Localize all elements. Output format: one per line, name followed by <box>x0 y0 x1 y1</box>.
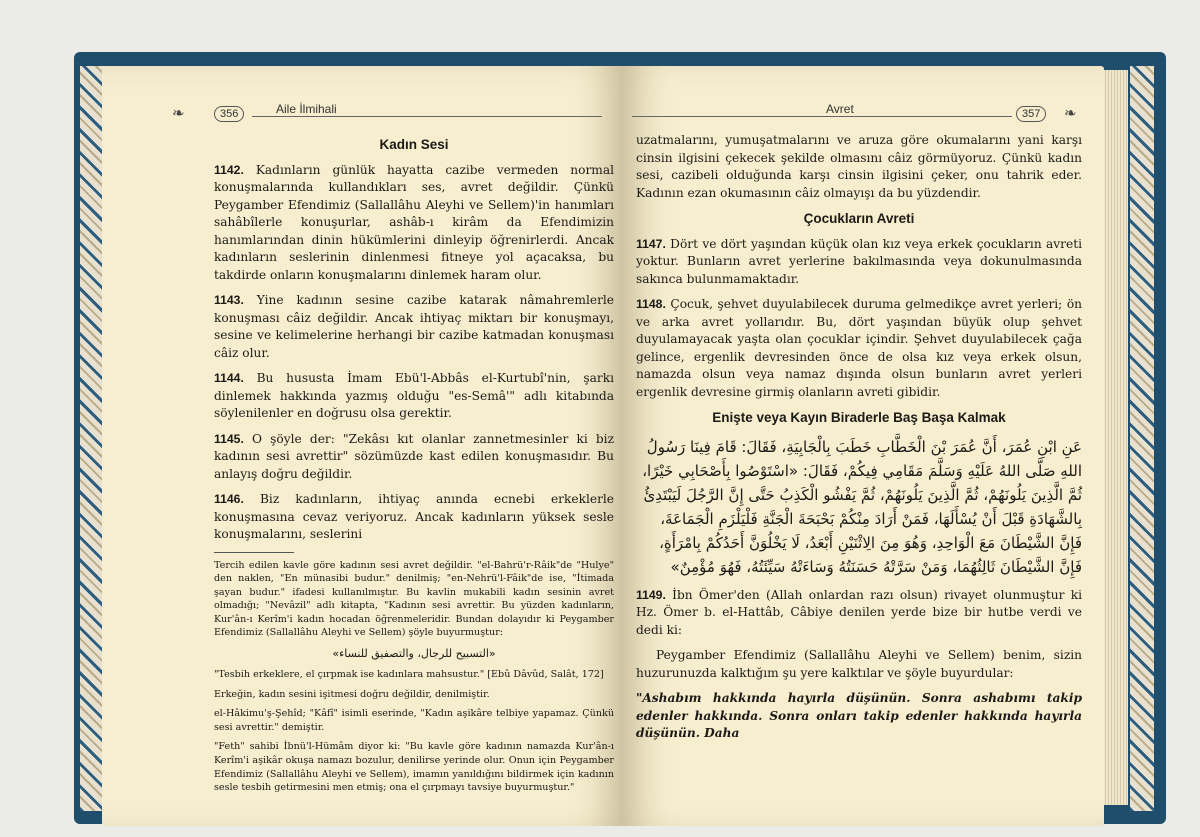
header-rule <box>632 116 1012 117</box>
footnote-separator <box>214 552 294 553</box>
right-page-header <box>632 102 1087 130</box>
ornament-icon: ❧ <box>1064 105 1077 122</box>
section-heading-children: Çocukların Avreti <box>803 211 915 226</box>
right-page <box>622 66 1104 826</box>
footnote-4: el-Hâkimu'ş-Şehîd; "Kâfî" isimli eserinde, "Kadın aşikâre telbiye yapamaz. Çünkü sesi avrettir." demiştir. <box>214 708 614 733</box>
left-page <box>102 66 622 826</box>
section-heading: Kadın Sesi <box>379 137 449 152</box>
paragraph-1145: 1145. O şöyle der: "Zekâsı kıt olanlar zannetmesinler ki biz kadının sesi avrettir" sözümüzde kast edilen konuşmasıdır. Bu anlayış doğru değildir. <box>214 431 614 481</box>
paragraph-1142: 1142. Kadınların günlük hayatta cazibe vermeden normal konuşmalarında kullandıkları ses, avret değildir. Çünkü Peygamber Efendimiz (Sallallâhu Aleyhi ve Sellem)'in hanımları sahâbîlerle konuşurlar, ashâb-ı kirâm da Efendimizin hanımlarından dinin hükümlerini dinleyip öğrenirlerdi. Ancak kadınların seslerinin dinlenmesi fitneye yol açacaksa, bu takdirde onların konuşmalarını dinlemek haram olur. <box>214 162 615 282</box>
paragraph-1148: 1148. Çocuk, şehvet duyulabilecek duruma gelmedikçe avret yerleri; ön ve arka avret yollarıdır. Bu, dört yaşından büyük olup şehvet duyulamayacak yaşta olan çocuklar içindir. Şehvet duyulabilecek çağa gelince, ergenlik devresinden önce de olsa kız veya erkek olsun, namazda olsun veya namaz dışında olsun bunların avret yerleri ergenlik devresine girmiş olanların avreti gibidir. <box>636 297 1083 399</box>
cover-pattern-right <box>1130 66 1154 811</box>
right-text-block <box>636 132 1082 751</box>
paragraph-prophet: Peygamber Efendimiz (Sallallâhu Aleyhi ve Sellem) benim, sizin huzurunuzda kalktığım şu yere kalktılar ve şöyle buyurdular: <box>636 648 1082 680</box>
running-title: Aile İlmihali <box>272 102 341 116</box>
footnote-1: Tercih edilen kavle göre kadının sesi avret değildir. "el-Bahrü'r-Râik"de "Hulye" den naklen, "En münasibi budur." denilmiş; "en-Nehrü'l-Fâik"de ise, "İtimada şayan budur." ifadesi kullanılmıştır. Bu kavlin mukabili kadın sesinin avret olmadığı; "Nevâzil" adlı kitapta, "Kadının sesi avrettir. Bu yüzden kadınların, Kur'ân-ı Kerîm'i kadın hocadan öğrenmeleridir. Bundan dolayıdır ki Peygamber Efendimiz (Sallallâhu Aleyhi ve Sellem) şöyle buyurmuştur: <box>214 559 614 639</box>
paragraph-1144: 1144. Bu hususta İmam Ebü'l-Abbâs el-Kurtubî'nin, şarkı dinlemek hakkında yazmış olduğu "es-Semâ'" adlı kitabında söylenilenler en doğrusu olsa gerektir. <box>214 371 614 420</box>
cover-pattern-left <box>80 66 104 811</box>
arabic-hadith: عَنِ ابْنِ عُمَرَ، أَنَّ عُمَرَ بْنَ الْخَطَّابِ خَطَبَ بِالْجَابِيَةِ، فَقَالَ: قَامَ فِينَا رَسُولُ اللهِ صَلَّى اللهُ عَلَيْهِ وَسَلَّمَ مَقَامِي فِيكُمْ، فَقَالَ: «اسْتَوْصُوا بِأَصْحَابِي خَيْرًا، ثُمَّ الَّذِينَ يَلُونَهُمْ، ثُمَّ الَّذِينَ يَلُونَهُمْ، ثُمَّ يَفْشُو الْكَذِبُ حَتَّى إِنَّ الرَّجُلَ لَيَبْتَدِئُ بِالشَّهَادَةِ قَبْلَ أَنْ يُسْأَلَهَا، فَمَنْ أَرَادَ مِنْكُمْ بَحْبَحَةَ الْجَنَّةِ فَلْيَلْزَمِ الْجَمَاعَةَ، فَإِنَّ الشَّيْطَانَ مَعَ الْوَاحِدِ، وَهُوَ مِنَ الِاثْنَيْنِ أَبْعَدُ، لَا يَخْلُوَنَّ أَحَدُكُمْ بِامْرَأَةٍ، فَإِنَّ الشَّيْطَانَ ثَالِثُهُمَا، وَمَنْ سَرَّتْهُ حَسَنَتُهُ وَسَاءَتْهُ سَيِّئَتُهُ، فَهُوَ مُؤْمِنٌ» <box>642 437 1082 576</box>
quote-text: "Ashabım hakkında hayırla düşünün. Sonra ashabımı takip edenler hakkında. Sonra onları takip edenler hakkında hayırla düşünün. Daha <box>636 691 1082 740</box>
left-page-header <box>172 102 612 130</box>
page-edges <box>1100 70 1128 805</box>
header-rule <box>252 116 602 117</box>
left-text-block <box>214 132 614 801</box>
section-heading-in-laws: Enişte veya Kayın Biraderle Baş Başa Kalmak <box>712 410 1006 425</box>
page-number: 357 <box>1016 106 1046 122</box>
page-number: 356 <box>214 106 244 122</box>
paragraph-1149: 1149. İbn Ömer'den (Allah onlardan razı olsun) rivayet olunmuştur ki Hz. Ömer b. el-Hattâb, Câbiye denilen yerde bize bir hutbe verdi ve dedi ki: <box>636 587 1082 637</box>
running-title: Avret <box>822 102 858 116</box>
paragraph-1147: 1147. Dört ve dört yaşından küçük olan kız veya erkek çocukların avreti yoktur. Bunların avret yerlerine bakılmasında veya dokunulmasında sakınca bulunmamaktadır. <box>636 236 1082 286</box>
footnote-2: "Tesbih erkeklere, el çırpmak ise kadınlara mahsustur." [Ebû Dâvûd, Salât, 172] <box>214 669 604 681</box>
footnotes <box>214 559 614 795</box>
paragraph-1146: 1146. Biz kadınların, ihtiyaç anında ecnebi erkeklerle konuşmasına cevaz veriyoruz. Ancak kadınların yüksek sesle konuşmalarını, seslerini <box>214 492 615 541</box>
paragraph-continued: uzatmalarını, yumuşatmalarını ve aruza göre okumalarını yani karşı cinsin ilgisini çekecek şekilde olmasını câiz görmüyoruz. Çünkü kadın sesi, cazibeli olduğunda karşı cinsin ilgisini çeker, onu tahrik eder. Kadının ezan okumasının câiz olmayışı da bu yüzdendir. <box>636 133 1082 200</box>
footnote-5: "Feth" sahibi İbnü'l-Hümâm diyor ki: "Bu kavle göre kadının namazda Kur'ân-ı Kerîm'i aşikâr okuşa namazı bozulur, denilirse yerinde olur. Onun için Peygamber Efendimiz (Sallallâhu Aleyhi ve Sellem), imamın yanıldığını bildirmek için kadının sesle tesbih getirmesini men etmiş; ona el çırpmayı tavsiye buyurmuştur." <box>214 741 614 794</box>
paragraph-1143: 1143. Yine kadının sesine cazibe katarak nâmahremlerle konuşması câiz değildir. Ancak ihtiyaç miktarı bir konuşmayı, sesine ve kelimelerine herhangi bir cazibe katmadan konuşması câiz olur. <box>214 293 615 360</box>
footnote-3: Erkeğin, kadın sesini işitmesi doğru değildir, denilmiştir. <box>214 688 490 700</box>
ornament-icon: ❧ <box>172 105 185 122</box>
footnote-arabic: «التسبيح للرجال، والتصفيق للنساء» <box>332 647 496 661</box>
